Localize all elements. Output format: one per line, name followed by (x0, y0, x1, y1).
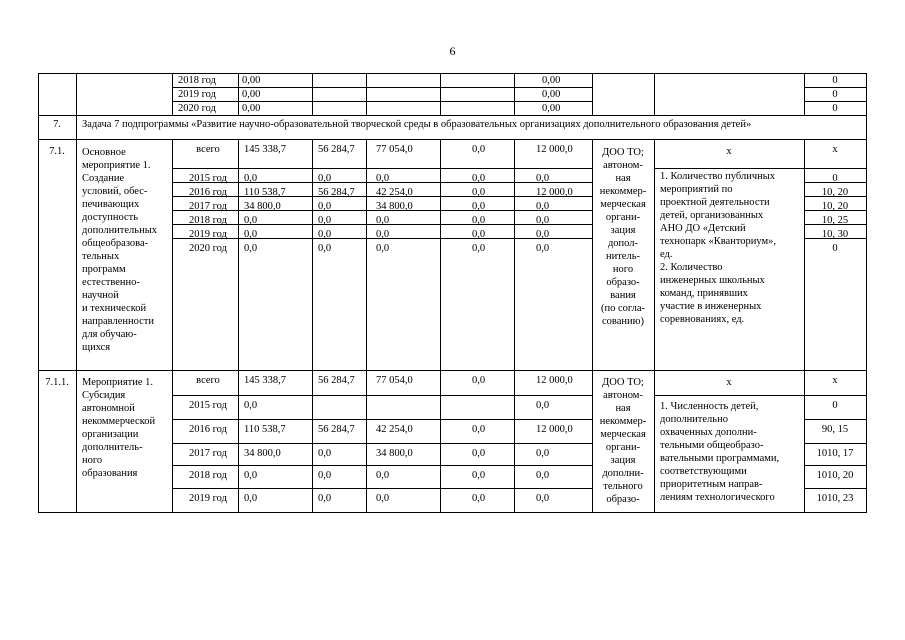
table-rule (804, 73, 805, 116)
item-name-line: печивающих (82, 199, 140, 210)
item-name-line: щихся (82, 342, 111, 353)
local-value: 0,0 (472, 375, 486, 386)
table-rule (366, 73, 367, 116)
table-rule (38, 115, 867, 116)
federal-value: 0,0 (318, 201, 332, 212)
regional-value: 0,0 (376, 470, 390, 481)
total-value: 0,0 (244, 493, 258, 504)
indicator-line: проектной деятельности (660, 197, 770, 208)
indicator-line: соревнованиях, ед. (660, 314, 745, 325)
table-rule (654, 370, 655, 513)
indicator-value: х (832, 375, 838, 386)
total-value: 0,0 (244, 229, 258, 240)
item-name-line: дополнительных (82, 225, 158, 236)
table-rule (172, 488, 593, 489)
executor-line: автоном- (603, 160, 643, 171)
indicator-line: технопарк «Кванториум», (660, 236, 777, 247)
federal-value: 56 284,7 (318, 187, 355, 198)
item-name-line: Мероприятие 1. (82, 377, 154, 388)
regional-value: 42 254,0 (376, 187, 413, 198)
table-rule (38, 139, 867, 140)
indicator-line: 2. Количество (660, 262, 723, 273)
indicator-value: 10, 30 (821, 229, 849, 240)
indicator-line: мероприятий по (660, 184, 733, 195)
regional-value: 77 054,0 (376, 375, 413, 386)
indicator-value: 10, 25 (821, 215, 849, 226)
executor-line: некоммер- (599, 186, 647, 197)
indicator-value: 0 (832, 400, 838, 411)
task-number: 7. (53, 119, 61, 130)
total-value: 145 338,7 (244, 375, 286, 386)
federal-value: 0,0 (318, 243, 332, 254)
table-rule (866, 370, 867, 513)
indicator-line: 1. Количество публичных (660, 171, 776, 182)
table-rule (38, 512, 867, 513)
year-label: 2019 год (178, 89, 216, 100)
table-rule (172, 419, 593, 420)
table-rule (654, 168, 805, 169)
table-rule (38, 370, 39, 513)
indicator-line: команд, принявших (660, 288, 748, 299)
table-rule (76, 139, 77, 371)
federal-value: 56 284,7 (318, 375, 355, 386)
indicator-line: вательными программами, (660, 453, 780, 464)
federal-value: 0,0 (318, 215, 332, 226)
year-label: 2018 год (178, 75, 216, 86)
local-value: 0,0 (472, 201, 486, 212)
table-rule (654, 73, 655, 116)
total-value: 0,0 (244, 243, 258, 254)
table-rule (866, 139, 867, 371)
total-value: 34 800,0 (244, 201, 281, 212)
total-value: 0,0 (244, 470, 258, 481)
table-rule (172, 73, 173, 116)
extra-budget-value: 0,0 (536, 173, 550, 184)
table-rule (312, 73, 313, 116)
executor-line: ного (612, 264, 634, 275)
regional-value: 34 800,0 (376, 448, 413, 459)
table-rule (514, 370, 515, 513)
executor-line: органи- (605, 442, 641, 453)
executor-line: зация (610, 225, 636, 236)
extra-budget-value: 12 000,0 (536, 424, 573, 435)
table-rule (172, 168, 593, 169)
executor-line: образо- (606, 494, 640, 505)
total-value: 110 538,7 (244, 187, 286, 198)
executor-line: (по согла- (600, 303, 646, 314)
total-value: 0,0 (244, 173, 258, 184)
table-rule (804, 395, 867, 396)
indicator-header: х (726, 146, 732, 157)
executor-line: мерческая (600, 429, 646, 440)
executor-line: ная (615, 403, 631, 414)
table-rule (804, 465, 867, 466)
table-rule (312, 370, 313, 513)
extra-budget-value: 12 000,0 (536, 187, 573, 198)
indicator-value: 0 (832, 89, 838, 100)
item-name-line: направленности (82, 316, 155, 327)
table-rule (804, 488, 867, 489)
year-label: 2017 год (189, 201, 227, 212)
item-name-line: образования (82, 468, 138, 479)
indicator-line: лениям технологического (660, 492, 775, 503)
indicator-line: 1. Численность детей, (660, 401, 759, 412)
total-value: 0,0 (244, 400, 258, 411)
total-value: 0,00 (242, 89, 261, 100)
executor-line: ДОО ТО; (602, 377, 644, 388)
executor-line: образо- (606, 277, 640, 288)
federal-value: 0,0 (318, 229, 332, 240)
year-label: 2020 год (189, 243, 227, 254)
year-label: 2015 год (189, 173, 227, 184)
local-value: 0,0 (472, 470, 486, 481)
executor-line: некоммер- (599, 416, 647, 427)
federal-value: 56 284,7 (318, 424, 355, 435)
regional-value: 77 054,0 (376, 144, 413, 155)
regional-value: 0,0 (376, 215, 390, 226)
local-value: 0,0 (472, 187, 486, 198)
table-rule (238, 370, 239, 513)
table-rule (866, 73, 867, 116)
indicator-line: ед. (660, 249, 673, 260)
executor-line: мерческая (600, 199, 646, 210)
indicator-value: 1010, 20 (816, 470, 854, 481)
extra-budget-value: 0,00 (542, 103, 561, 114)
table-rule (440, 139, 441, 371)
extra-budget-value: 12 000,0 (536, 375, 573, 386)
extra-budget-value: 0,00 (542, 75, 561, 86)
indicator-value: х (832, 144, 838, 155)
indicator-line: соответствующими (660, 466, 747, 477)
local-value: 0,0 (472, 229, 486, 240)
total-value: 110 538,7 (244, 424, 286, 435)
page-number: 6 (449, 44, 456, 58)
total-value: 0,00 (242, 75, 261, 86)
table-rule (514, 73, 515, 116)
local-value: 0,0 (472, 243, 486, 254)
indicator-value: 0 (832, 75, 838, 86)
item-name-line: научной (82, 290, 119, 301)
indicator-value: 10, 20 (821, 201, 849, 212)
table-rule (592, 73, 593, 116)
total-value: 34 800,0 (244, 448, 281, 459)
extra-budget-value: 0,0 (536, 493, 550, 504)
item-name-line: некоммерческой (82, 416, 156, 427)
executor-line: допол- (607, 238, 639, 249)
extra-budget-value: 0,0 (536, 215, 550, 226)
table-rule (804, 443, 867, 444)
local-value: 0,0 (472, 448, 486, 459)
indicator-line: охваченных дополни- (660, 427, 757, 438)
local-value: 0,0 (472, 215, 486, 226)
table-rule (38, 73, 867, 74)
extra-budget-value: 0,0 (536, 201, 550, 212)
executor-line: сованию) (602, 316, 644, 327)
indicator-line: детей, организованных (660, 210, 764, 221)
executor-line: автоном- (603, 390, 643, 401)
executor-line: зация (610, 455, 636, 466)
item-name-line: тельных (82, 251, 120, 262)
item-name-line: мероприятие 1. (82, 160, 151, 171)
table-rule (38, 370, 867, 371)
year-label: всего (196, 375, 220, 386)
indicator-value: 10, 20 (821, 187, 849, 198)
indicator-line: дополнительно (660, 414, 728, 425)
total-value: 0,00 (242, 103, 261, 114)
year-label: 2018 год (189, 215, 227, 226)
year-label: всего (196, 144, 220, 155)
indicator-value: 1010, 23 (816, 493, 854, 504)
indicator-value: 0 (832, 103, 838, 114)
item-name-line: автономной (82, 403, 135, 414)
federal-value: 0,0 (318, 493, 332, 504)
table-rule (654, 395, 805, 396)
indicator-line: приоритетным направ- (660, 479, 763, 490)
table-rule (76, 370, 77, 513)
table-rule (804, 168, 867, 169)
table-rule (654, 139, 655, 371)
year-label: 2016 год (189, 424, 227, 435)
item-name-line: организации (82, 429, 139, 440)
federal-value: 0,0 (318, 470, 332, 481)
executor-line: вания (610, 290, 636, 301)
local-value: 0,0 (472, 144, 486, 155)
table-rule (76, 73, 77, 116)
item-name-line: для обучаю- (82, 329, 137, 340)
regional-value: 0,0 (376, 173, 390, 184)
indicator-value: 0 (832, 173, 838, 184)
item-name-line: Основное (82, 147, 126, 158)
federal-value: 56 284,7 (318, 144, 355, 155)
extra-budget-value: 12 000,0 (536, 144, 573, 155)
executor-line: тельного (603, 481, 643, 492)
year-label: 2017 год (189, 448, 227, 459)
item-name-line: естественно- (82, 277, 140, 288)
item-number: 7.1. (49, 146, 65, 157)
extra-budget-value: 0,0 (536, 470, 550, 481)
table-rule (312, 139, 313, 371)
indicator-line: участие в инженерных (660, 301, 762, 312)
indicator-value: 1010, 17 (816, 448, 854, 459)
executor-line: нитель- (605, 251, 640, 262)
table-rule (514, 139, 515, 371)
regional-value: 0,0 (376, 493, 390, 504)
table-rule (804, 419, 867, 420)
table-rule (172, 395, 593, 396)
indicator-header: х (726, 377, 732, 388)
indicator-line: тельными общеобразо- (660, 440, 764, 451)
regional-value: 34 800,0 (376, 201, 413, 212)
indicator-line: АНО ДО «Детский (660, 223, 746, 234)
table-rule (172, 465, 593, 466)
local-value: 0,0 (472, 493, 486, 504)
local-value: 0,0 (472, 424, 486, 435)
table-rule (440, 73, 441, 116)
extra-budget-value: 0,0 (536, 243, 550, 254)
year-label: 2016 год (189, 187, 227, 198)
year-label: 2019 год (189, 493, 227, 504)
executor-line: ДОО ТО; (602, 147, 644, 158)
item-name-line: общеобразова- (82, 238, 149, 249)
indicator-value: 90, 15 (821, 424, 849, 435)
regional-value: 42 254,0 (376, 424, 413, 435)
total-value: 145 338,7 (244, 144, 286, 155)
local-value: 0,0 (472, 173, 486, 184)
executor-line: дополни- (602, 468, 644, 479)
item-name-line: Создание (82, 173, 125, 184)
table-rule (440, 370, 441, 513)
federal-value: 0,0 (318, 173, 332, 184)
item-name-line: и технической (82, 303, 147, 314)
extra-budget-value: 0,0 (536, 229, 550, 240)
table-rule (238, 139, 239, 371)
item-number: 7.1.1. (45, 377, 69, 388)
extra-budget-value: 0,0 (536, 448, 550, 459)
task-title: Задача 7 подпрограммы «Развитие научно-образовательной творческой среды в образовательных организациях дополнительного образования детей» (82, 119, 752, 130)
table-rule (238, 73, 239, 116)
item-name-line: ного (82, 455, 103, 466)
table-rule (172, 139, 173, 371)
indicator-value: 0 (832, 243, 838, 254)
table-rule (172, 370, 173, 513)
table-rule (76, 115, 77, 140)
federal-value: 0,0 (318, 448, 332, 459)
year-label: 2020 год (178, 103, 216, 114)
table-rule (172, 443, 593, 444)
executor-line: органи- (605, 212, 641, 223)
item-name-line: условий, обес- (82, 186, 148, 197)
year-label: 2015 год (189, 400, 227, 411)
table-rule (38, 139, 39, 371)
total-value: 0,0 (244, 215, 258, 226)
regional-value: 0,0 (376, 229, 390, 240)
extra-budget-value: 0,0 (536, 400, 550, 411)
regional-value: 0,0 (376, 243, 390, 254)
table-rule (38, 73, 39, 116)
item-name-line: дополнитель- (82, 442, 143, 453)
item-name-line: Субсидия (82, 390, 126, 401)
item-name-line: доступность (82, 212, 139, 223)
item-name-line: программ (82, 264, 126, 275)
indicator-line: инженерных школьных (660, 275, 765, 286)
table-rule (866, 115, 867, 140)
year-label: 2018 год (189, 470, 227, 481)
year-label: 2019 год (189, 229, 227, 240)
executor-line: ная (615, 173, 631, 184)
extra-budget-value: 0,00 (542, 89, 561, 100)
